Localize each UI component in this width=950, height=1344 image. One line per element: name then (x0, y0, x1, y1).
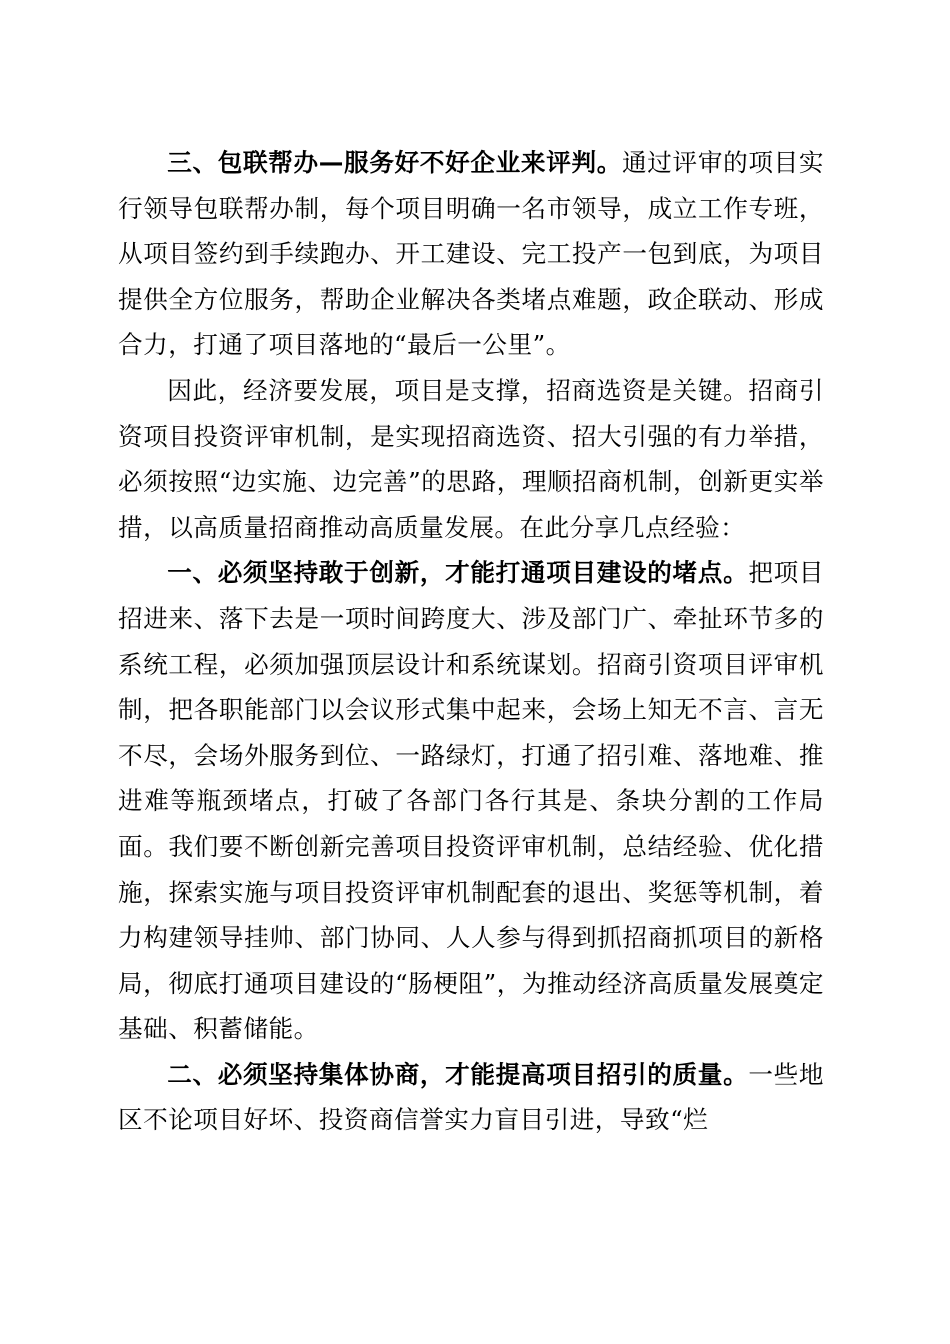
experience-two-text: 一些地区不论项目好坏、投资商信誉实力盲目引进，导致“烂 (118, 1059, 824, 1135)
paragraph-experience-two (118, 1052, 824, 1143)
experience-two-heading: 二、必须坚持集体协商，才能提高项目招引的质量。 (167, 1059, 749, 1089)
paragraph-section-three (118, 140, 824, 368)
document-body (118, 140, 824, 1143)
section-three-heading: 三、包联帮办—服务好不好企业来评判。 (167, 148, 623, 177)
experience-one-text: 把项目招进来、落下去是一项时间跨度大、涉及部门广、牵扯环节多的系统工程，必须加强顶层设计和系统谋划。招商引资项目评审机制，把各职能部门以会议形式集中起来，会场上知无不言、言无不尽，会场外服务到位、一路绿灯，打通了招引难、落地难、推进难等瓶颈堵点，打破了各部门各行其是、条块分割的工作局面。我们要不断创新完善项目投资评审机制，总结经验、优化措施，探索实施与项目投资评审机制配套的退出、奖惩等机制，着力构建领导挂帅、部门协同、人人参与得到抓招商抓项目的新格局，彻底打通项目建设的“肠梗阻”，为推动经济高质量发展奠定基础、积蓄储能。 (118, 558, 824, 1044)
section-three-text: 通过评审的项目实行领导包联帮办制，每个项目明确一名市领导，成立工作专班，从项目签约到手续跑办、开工建设、完工投产一包到底，为项目提供全方位服务，帮助企业解决各类堵点难题，政企联动、形成合力，打通了项目落地的“最后一公里”。 (118, 148, 824, 360)
paragraph-experience-one (118, 550, 824, 1052)
summary-text: 因此，经济要发展，项目是支撑，招商选资是关键。招商引资项目投资评审机制，是实现招商选资、招大引强的有力举措，必须按照“边实施、边完善”的思路，理顺招商机制，创新更实举措，以高质量招商推动高质量发展。在此分享几点经验： (118, 375, 824, 542)
paragraph-summary (118, 368, 824, 550)
experience-one-heading: 一、必须坚持敢于创新，才能打通项目建设的堵点。 (167, 558, 749, 588)
